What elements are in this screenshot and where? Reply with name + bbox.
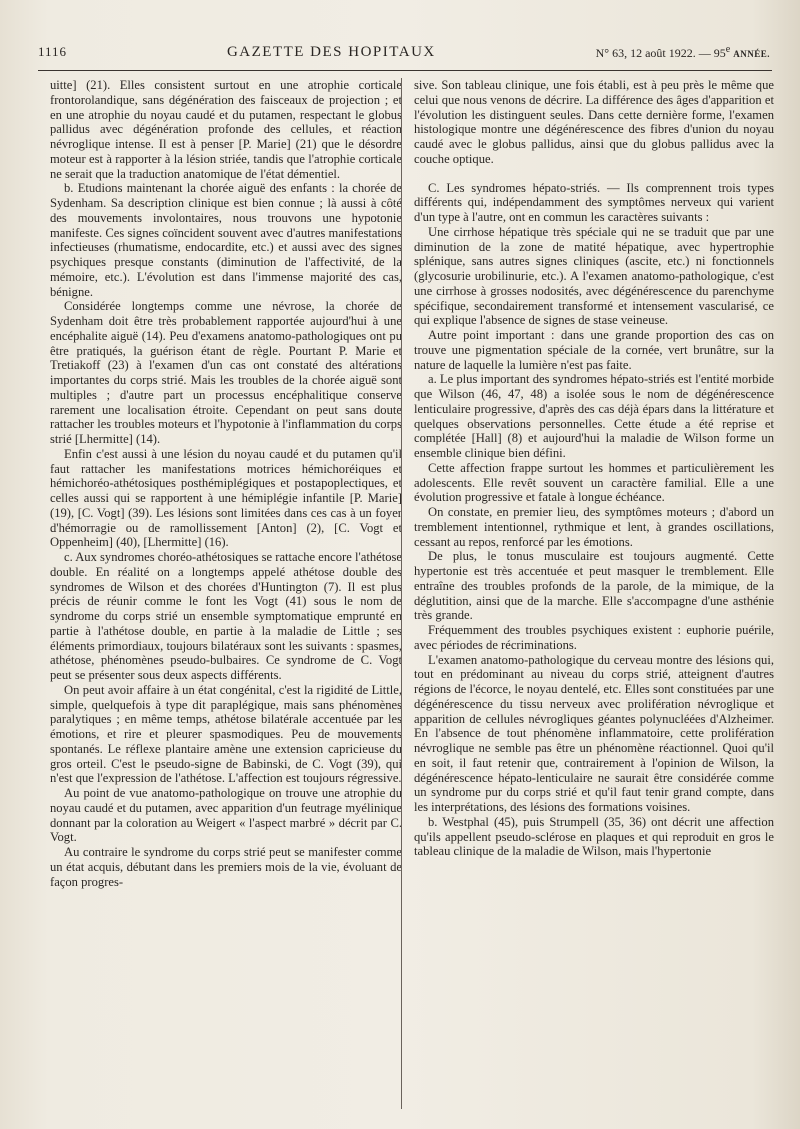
- header-rule: [38, 70, 772, 71]
- paragraph: Fréquemment des troubles psychiques existent : euphorie puérile, avec périodes de récriminations.: [414, 623, 774, 652]
- paragraph: On peut avoir affaire à un état congénital, c'est la rigidité de Little, simple, quelquefois à type dit paraplégique, mais sans phénomènes paralytiques ; en même temps, athétose bilatérale accentuée par les émotions, et rire et pleurer spasmodiques. Peu de mouvements spontanés. Le réflexe plantaire amène une extension capricieuse du gros orteil. C'est le pseudo-signe de Babinski, de C. Vogt (39), qui n'est que l'expression de l'athétose. L'affection est toujours régressive.: [50, 682, 402, 786]
- paragraph: Autre point important : dans une grande proportion des cas on trouve une pigmentation spéciale de la cornée, vert brunâtre, sur la nature de laquelle la lumière n'est pas faite.: [414, 328, 774, 372]
- section-heading-paragraph: C. Les syndromes hépato-striés. — Ils comprennent trois types différents qui, indépendamment des symptômes nerveux qui varient d'un type à l'autre, ont en commun les caractères suivants :: [414, 180, 774, 224]
- paragraph: Considérée longtemps comme une névrose, la chorée de Sydenham doit être très probablement rapportée aujourd'hui à une encéphalite aiguë (14). Peu d'examens anatomo-pathologiques ont pu être pratiqués, la guérison étant de règle. Pourtant P. Marie et Tretiakoff (23) à l'examen d'un cas ont constaté des altérations importantes du corps strié. Mais les troubles de la chorée aiguë sont multiples ; d'autre part un processus encéphalitique conserve rarement une localisation étroite. Cependant on peut sans doute rattacher les troubles moteurs et l'hypotonie à l'inflammation du corps strié [Lhermitte] (14).: [50, 299, 402, 446]
- paragraph: c. Aux syndromes choréo-athétosiques se rattache encore l'athétose double. En réalité on a longtemps appelé athétose double des syndromes de Wilson et des chorées d'Huntington (7). Il est plus précis de réunir comme le font les Vogt (41) sous le nom de syndrome du corps strié un ensemble symptomatique emprunté en partie à l'athétose double, en partie à la maladie de Little ; ses éléments primordiaux, toujours bilatéraux sont les suivants : spasmes, athétose, phénomènes pseudo-bulbaires. Ce syndrome de C. Vogt peut se présenter sous deux aspects différents.: [50, 550, 402, 682]
- right-column: [414, 78, 774, 859]
- paragraph: sive. Son tableau clinique, une fois établi, est à peu près le même que celui que nous venons de décrire. La différence des âges d'apparition et l'évolution les distinguent seules. Dans cette dernière forme, l'examen histologique montre une dégénérescence des fibres d'union du noyau caudé avec le globus pallidus, ainsi que du globus pallidus avec la couche optique.: [414, 78, 774, 166]
- paragraph: De plus, le tonus musculaire est toujours augmenté. Cette hypertonie est très accentuée et peut masquer le tremblement. Elle entraîne des troubles profonds de la parole, de la mimique, de la déglutition, ainsi que de la marche. Elle s'accompagne d'une asthénie très grande.: [414, 549, 774, 623]
- issue-number-date: N° 63, 12 août 1922. — 95: [595, 45, 726, 60]
- page-number: 1116: [38, 44, 68, 59]
- column-divider: [401, 78, 402, 1109]
- paragraph: Au point de vue anatomo-pathologique on trouve une atrophie du noyau caudé et du putamen, avec apparition d'un feutrage myélinique donnant par la coloration au Weigert « l'aspect marbré » décrit par C. Vogt.: [50, 786, 402, 845]
- left-column: [50, 78, 402, 889]
- paragraph: Une cirrhose hépatique très spéciale qui ne se traduit que par une diminution de la zone de matité hépatique, avec hypertrophie splénique, sans autres signes cliniques (ascite, etc.) ni fonctionnels (glycosurie urobilinurie, etc.). A l'examen anatomo-pathologique, c'est une cirrhose à grosses nodosités, avec dégénérescence du parenchyme spécifique, secondairement transformé et intensement vascularisé, ce qui explique l'absence de signes de stase veineuse.: [414, 224, 774, 328]
- paragraph: Cette affection frappe surtout les hommes et particulièrement les adolescents. Elle revêt souvent un caractère familial. Elle a une évolution progressive et fatale à longue échéance.: [414, 460, 774, 505]
- paragraph: L'examen anatomo-pathologique du cerveau montre des lésions qui, tout en prédominant au niveau du corps strié, atteignent d'autres régions de l'écorce, le noyau dentelé, etc. Elles sont constituées par une dégénérescence du tissu nerveux avec prolifération névroglique et apparition de cellules névrogliques géantes polynucléées d'Alzheimer. En l'absence de tout phénomène inflammatoire, cette prolifération névroglique ne semble pas être un phénomène réactionnel. Quoi qu'il en soit, il faut retenir que, contrairement à l'opinion de Wilson, la dégénérescence hépato-lenticulaire ne saurait être considérée comme un syndrome pur du corps strié et qu'il faut tenir grand compte, dans les interprétations, des lésions des formations voisines.: [414, 652, 774, 814]
- issue-info: [596, 44, 770, 61]
- paragraph: b. Westphal (45), puis Strumpell (35, 36) ont décrit une affection qu'ils appellent pseudo-sclérose en plaques et qui reproduit en gros le tableau clinique de la maladie de Wilson, mais l'hypertonie: [414, 814, 774, 859]
- paragraph: Enfin c'est aussi à une lésion du noyau caudé et du putamen qu'il faut rattacher les manifestations motrices hémichoréiques et hémichoréo-athétosiques posthémiplégiques et postapoplectiques, et celles aussi qui se rapportent à une hémiplégie infantile [P. Marie] (19), [C. Vogt] (39). Les lésions sont limitées dans ces cas à un foyer d'hémorragie ou de ramollissement [Anton] (2), [C. Vogt et Oppenheim] (40), [Lhermitte] (16).: [50, 446, 402, 550]
- paragraph: uitte] (21). Elles consistent surtout en une atrophie corticale frontorolandique, sans dégénération des faisceaux de projection ; et en une atrophie du noyau caudé et du putamen, respectant le globus pallidus avec dégénération profonde des cellules, et réaction névroglique intense. Il est à penser [P. Marie] (21) que le désordre moteur est à rapporter à la lésion striée, tandis que l'atrophie corticale ne serait que la traduction anatomique de l'état démentiel.: [50, 78, 402, 181]
- journal-title: GAZETTE DES HOPITAUX: [226, 43, 436, 60]
- issue-ordinal: e: [725, 43, 731, 55]
- issue-year-label: ANNÉE.: [733, 48, 770, 59]
- paragraph: Au contraire le syndrome du corps strié peut se manifester comme un état acquis, débutant dans les premiers mois de la vie, évoluant de façon progres-: [50, 845, 402, 889]
- paragraph: b. Etudions maintenant la chorée aiguë des enfants : la chorée de Sydenham. Sa description clinique est bien connue ; là aussi à côté des mouvements involontaires, nous trouvons une hypotonie manifeste. Ces signes coïncident souvent avec d'autres manifestations infectieuses (rhumatisme, endocardite, etc.) et aussi avec des signes psychiques presque constants (diminution de l'affectivité, de la mémoire, etc.). L'évolution est dans l'immense majorité des cas, bénigne.: [50, 181, 402, 299]
- paragraph: a. Le plus important des syndromes hépato-striés est l'entité morbide que Wilson (46, 47, 48) a isolée sous le nom de dégénérescence lenticulaire progressive, d'après des cas déjà épars dans la littérature et quelques observations personnelles. Cette étude a été reprise et complétée [Hall] (8) et aujourd'hui la maladie de Wilson forme un ensemble clinique bien défini.: [414, 372, 774, 460]
- page-header: [38, 38, 770, 66]
- paragraph: On constate, en premier lieu, des symptômes moteurs ; d'abord un tremblement intentionnel, rythmique et lent, à grandes oscillations, cessant au repos, renforcé par les émotions.: [414, 505, 774, 549]
